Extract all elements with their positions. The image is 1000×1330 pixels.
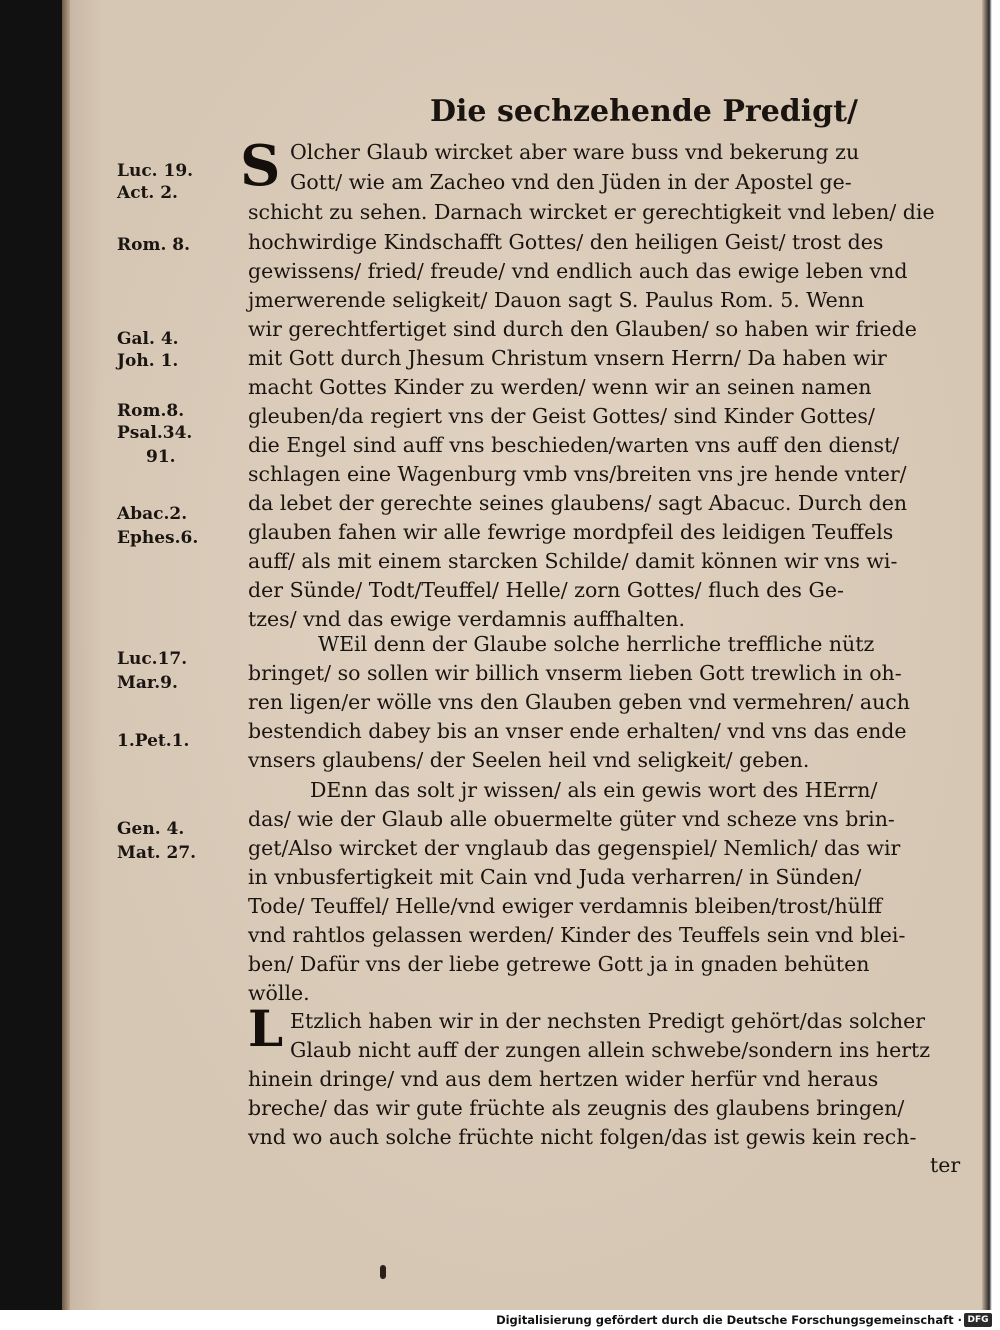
text-line: schicht zu sehen. Darnach wircket er gerechtigkeit vnd leben/ die xyxy=(248,200,935,224)
drop-cap-initial: L xyxy=(248,999,284,1058)
text-line: schlagen eine Wagenburg vmb vns/breiten vns jre hende vnter/ xyxy=(248,462,907,486)
margin-note: Mat. 27. xyxy=(117,843,197,863)
page-left-edge xyxy=(62,0,70,1310)
text-line: Gott/ wie am Zacheo vnd den Jüden in der Apostel ge- xyxy=(290,170,852,194)
text-line: auff/ als mit einem starcken Schilde/ damit können wir vns wi- xyxy=(248,549,898,573)
text-line: Glaub nicht auff der zungen allein schwebe/sondern ins hertz xyxy=(290,1038,931,1062)
text-line: breche/ das wir gute früchte als zeugnis des glaubens bringen/ xyxy=(248,1096,905,1120)
page-heading: Die sechzehende Predigt/ xyxy=(430,94,858,129)
margin-note: Luc. 19. xyxy=(117,161,194,181)
margin-note: Mar.9. xyxy=(117,673,178,693)
text-line: mit Gott durch Jhesum Christum vnsern Herrn/ Da haben wir xyxy=(248,346,887,370)
ink-mark xyxy=(380,1265,386,1279)
catchword: ter xyxy=(930,1153,961,1177)
text-line: vnsers glaubens/ der Seelen heil vnd seligkeit/ geben. xyxy=(248,748,810,772)
text-line: vnd rahtlos gelassen werden/ Kinder des Teuffels sein vnd blei- xyxy=(248,923,906,947)
margin-note: Rom.8. xyxy=(117,401,185,421)
drop-cap-initial: S xyxy=(240,133,281,199)
text-line: macht Gottes Kinder zu werden/ wenn wir an seinen namen xyxy=(248,375,872,399)
margin-note: Ephes.6. xyxy=(117,528,199,548)
text-line: DEnn das solt jr wissen/ als ein gewis wort des HErrn/ xyxy=(310,778,878,802)
text-line: tzes/ vnd das ewige verdamnis auffhalten. xyxy=(248,607,686,631)
text-line: bestendich dabey bis an vnser ende erhalten/ vnd vns das ende xyxy=(248,719,907,743)
text-line: in vnbusfertigkeit mit Cain vnd Juda verharren/ in Sünden/ xyxy=(248,865,862,889)
text-line: wir gerechtfertiget sind durch den Glauben/ so haben wir friede xyxy=(248,317,917,341)
margin-note: Rom. 8. xyxy=(117,235,191,255)
text-line: Tode/ Teuffel/ Helle/vnd ewiger verdamnis bleiben/trost/hülff xyxy=(248,894,882,918)
text-line: ren ligen/er wölle vns den Glauben geben vnd vermehren/ auch xyxy=(248,690,910,714)
text-line: bringet/ so sollen wir billich vnserm lieben Gott trewlich in oh- xyxy=(248,661,902,685)
margin-note: Joh. 1. xyxy=(117,351,179,371)
footer-credit: Digitalisierung gefördert durch die Deutsche Forschungsgemeinschaft · xyxy=(496,1313,962,1327)
margin-note: Psal.34. xyxy=(117,423,193,443)
margin-note: Gal. 4. xyxy=(117,329,179,349)
text-line: der Sünde/ Todt/Teuffel/ Helle/ zorn Gottes/ fluch des Ge- xyxy=(248,578,844,602)
margin-note: Act. 2. xyxy=(117,183,178,203)
text-line: Olcher Glaub wircket aber ware buss vnd bekerung zu xyxy=(290,140,860,164)
text-line: die Engel sind auff vns beschieden/warten vns auff den dienst/ xyxy=(248,433,900,457)
text-line: wölle. xyxy=(248,981,310,1005)
margin-note: Gen. 4. xyxy=(117,819,185,839)
dfg-logo: DFG xyxy=(964,1313,992,1327)
text-line: gewissens/ fried/ freude/ vnd endlich auch das ewige leben vnd xyxy=(248,259,908,283)
text-line: hochwirdige Kindschafft Gottes/ den heiligen Geist/ trost des xyxy=(248,230,884,254)
margin-note: Luc.17. xyxy=(117,649,188,669)
text-line: gleuben/da regiert vns der Geist Gottes/ sind Kinder Gottes/ xyxy=(248,404,875,428)
margin-note: Abac.2. xyxy=(117,504,188,524)
text-line: da lebet der gerechte seines glaubens/ sagt Abacuc. Durch den xyxy=(248,491,908,515)
text-line: WEil denn der Glaube solche herrliche treffliche nütz xyxy=(318,632,875,656)
text-line: hinein dringe/ vnd aus dem hertzen wider herfür vnd heraus xyxy=(248,1067,879,1091)
page-right-edge xyxy=(982,0,1000,1310)
text-line: glauben fahen wir alle fewrige mordpfeil des leidigen Teuffels xyxy=(248,520,894,544)
text-line: get/Also wircket der vnglaub das gegenspiel/ Nemlich/ das wir xyxy=(248,836,901,860)
text-line: ben/ Dafür vns der liebe getrewe Gott ja in gnaden behüten xyxy=(248,952,870,976)
text-line: das/ wie der Glaub alle obuermelte güter vnd scheze vns brin- xyxy=(248,807,895,831)
text-line: Etzlich haben wir in der nechsten Predigt gehört/das solcher xyxy=(290,1009,926,1033)
text-line: jmerwerende seligkeit/ Dauon sagt S. Paulus Rom. 5. Wenn xyxy=(248,288,865,312)
margin-note: 91. xyxy=(146,447,176,467)
margin-note: 1.Pet.1. xyxy=(117,731,190,751)
text-line: vnd wo auch solche früchte nicht folgen/das ist gewis kein rech- xyxy=(248,1125,917,1149)
